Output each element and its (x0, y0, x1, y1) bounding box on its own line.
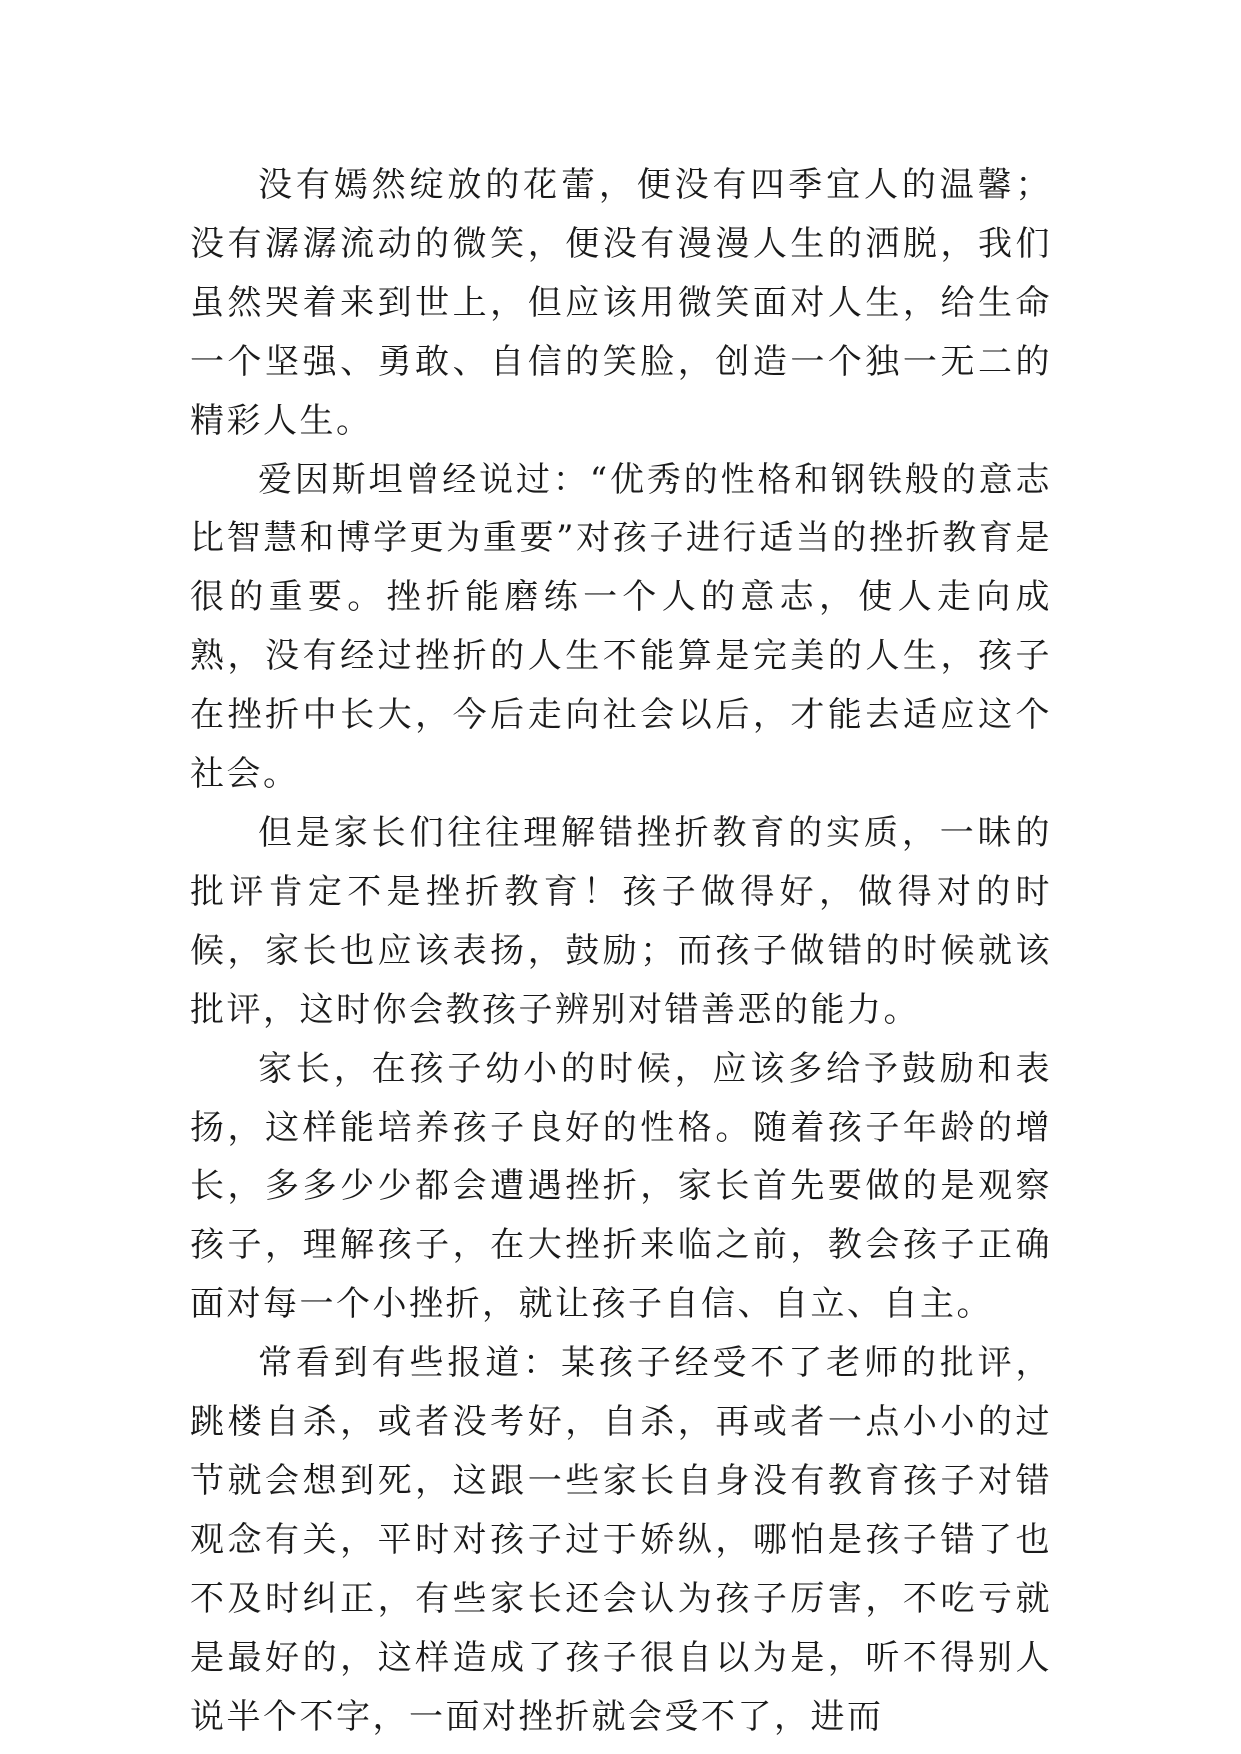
paragraph-2: 爱因斯坦曾经说过：“优秀的性格和钢铁般的意志比智慧和博学更为重要”对孩子进行适当的挫折教育是很的重要。挫折能磨练一个人的意志，使人走向成熟，没有经过挫折的人生不能算是完美的人生，孩子在挫折中长大，今后走向社会以后，才能去适应这个社会。 (190, 459, 1052, 795)
paragraph-1: 没有嫣然绽放的花蕾，便没有四季宜人的温馨；没有潺潺流动的微笑，便没有漫漫人生的洒脱，我们虽然哭着来到世上，但应该用微笑面对人生，给生命一个坚强、勇敢、自信的笑脸，创造一个独一无二的精彩人生。 (190, 165, 1052, 441)
paragraph-5: 常看到有些报道：某孩子经受不了老师的批评，跳楼自杀，或者没考好，自杀，再或者一点小小的过节就会想到死，这跟一些家长自身没有教育孩子对错观念有关，平时对孩子过于娇纵，哪怕是孩子错了也不及时纠正，有些家长还会认为孩子厉害，不吃亏就是最好的，这样造成了孩子很自以为是，听不得别人说半个不字，一面对挫折就会受不了，进而 (190, 1343, 1052, 1737)
paragraph-3: 但是家长们往往理解错挫折教育的实质，一昧的批评肯定不是挫折教育！孩子做得好，做得对的时候，家长也应该表扬，鼓励；而孩子做错的时候就该批评，这时你会教孩子辨别对错善恶的能力。 (190, 812, 1052, 1030)
paragraph-4: 家长，在孩子幼小的时候，应该多给予鼓励和表扬，这样能培养孩子良好的性格。随着孩子年龄的增长，多多少少都会遭遇挫折，家长首先要做的是观察孩子，理解孩子，在大挫折来临之前，教会孩子正确面对每一个小挫折，就让孩子自信、自立、自主。 (190, 1048, 1052, 1325)
document-body (190, 156, 1052, 1746)
